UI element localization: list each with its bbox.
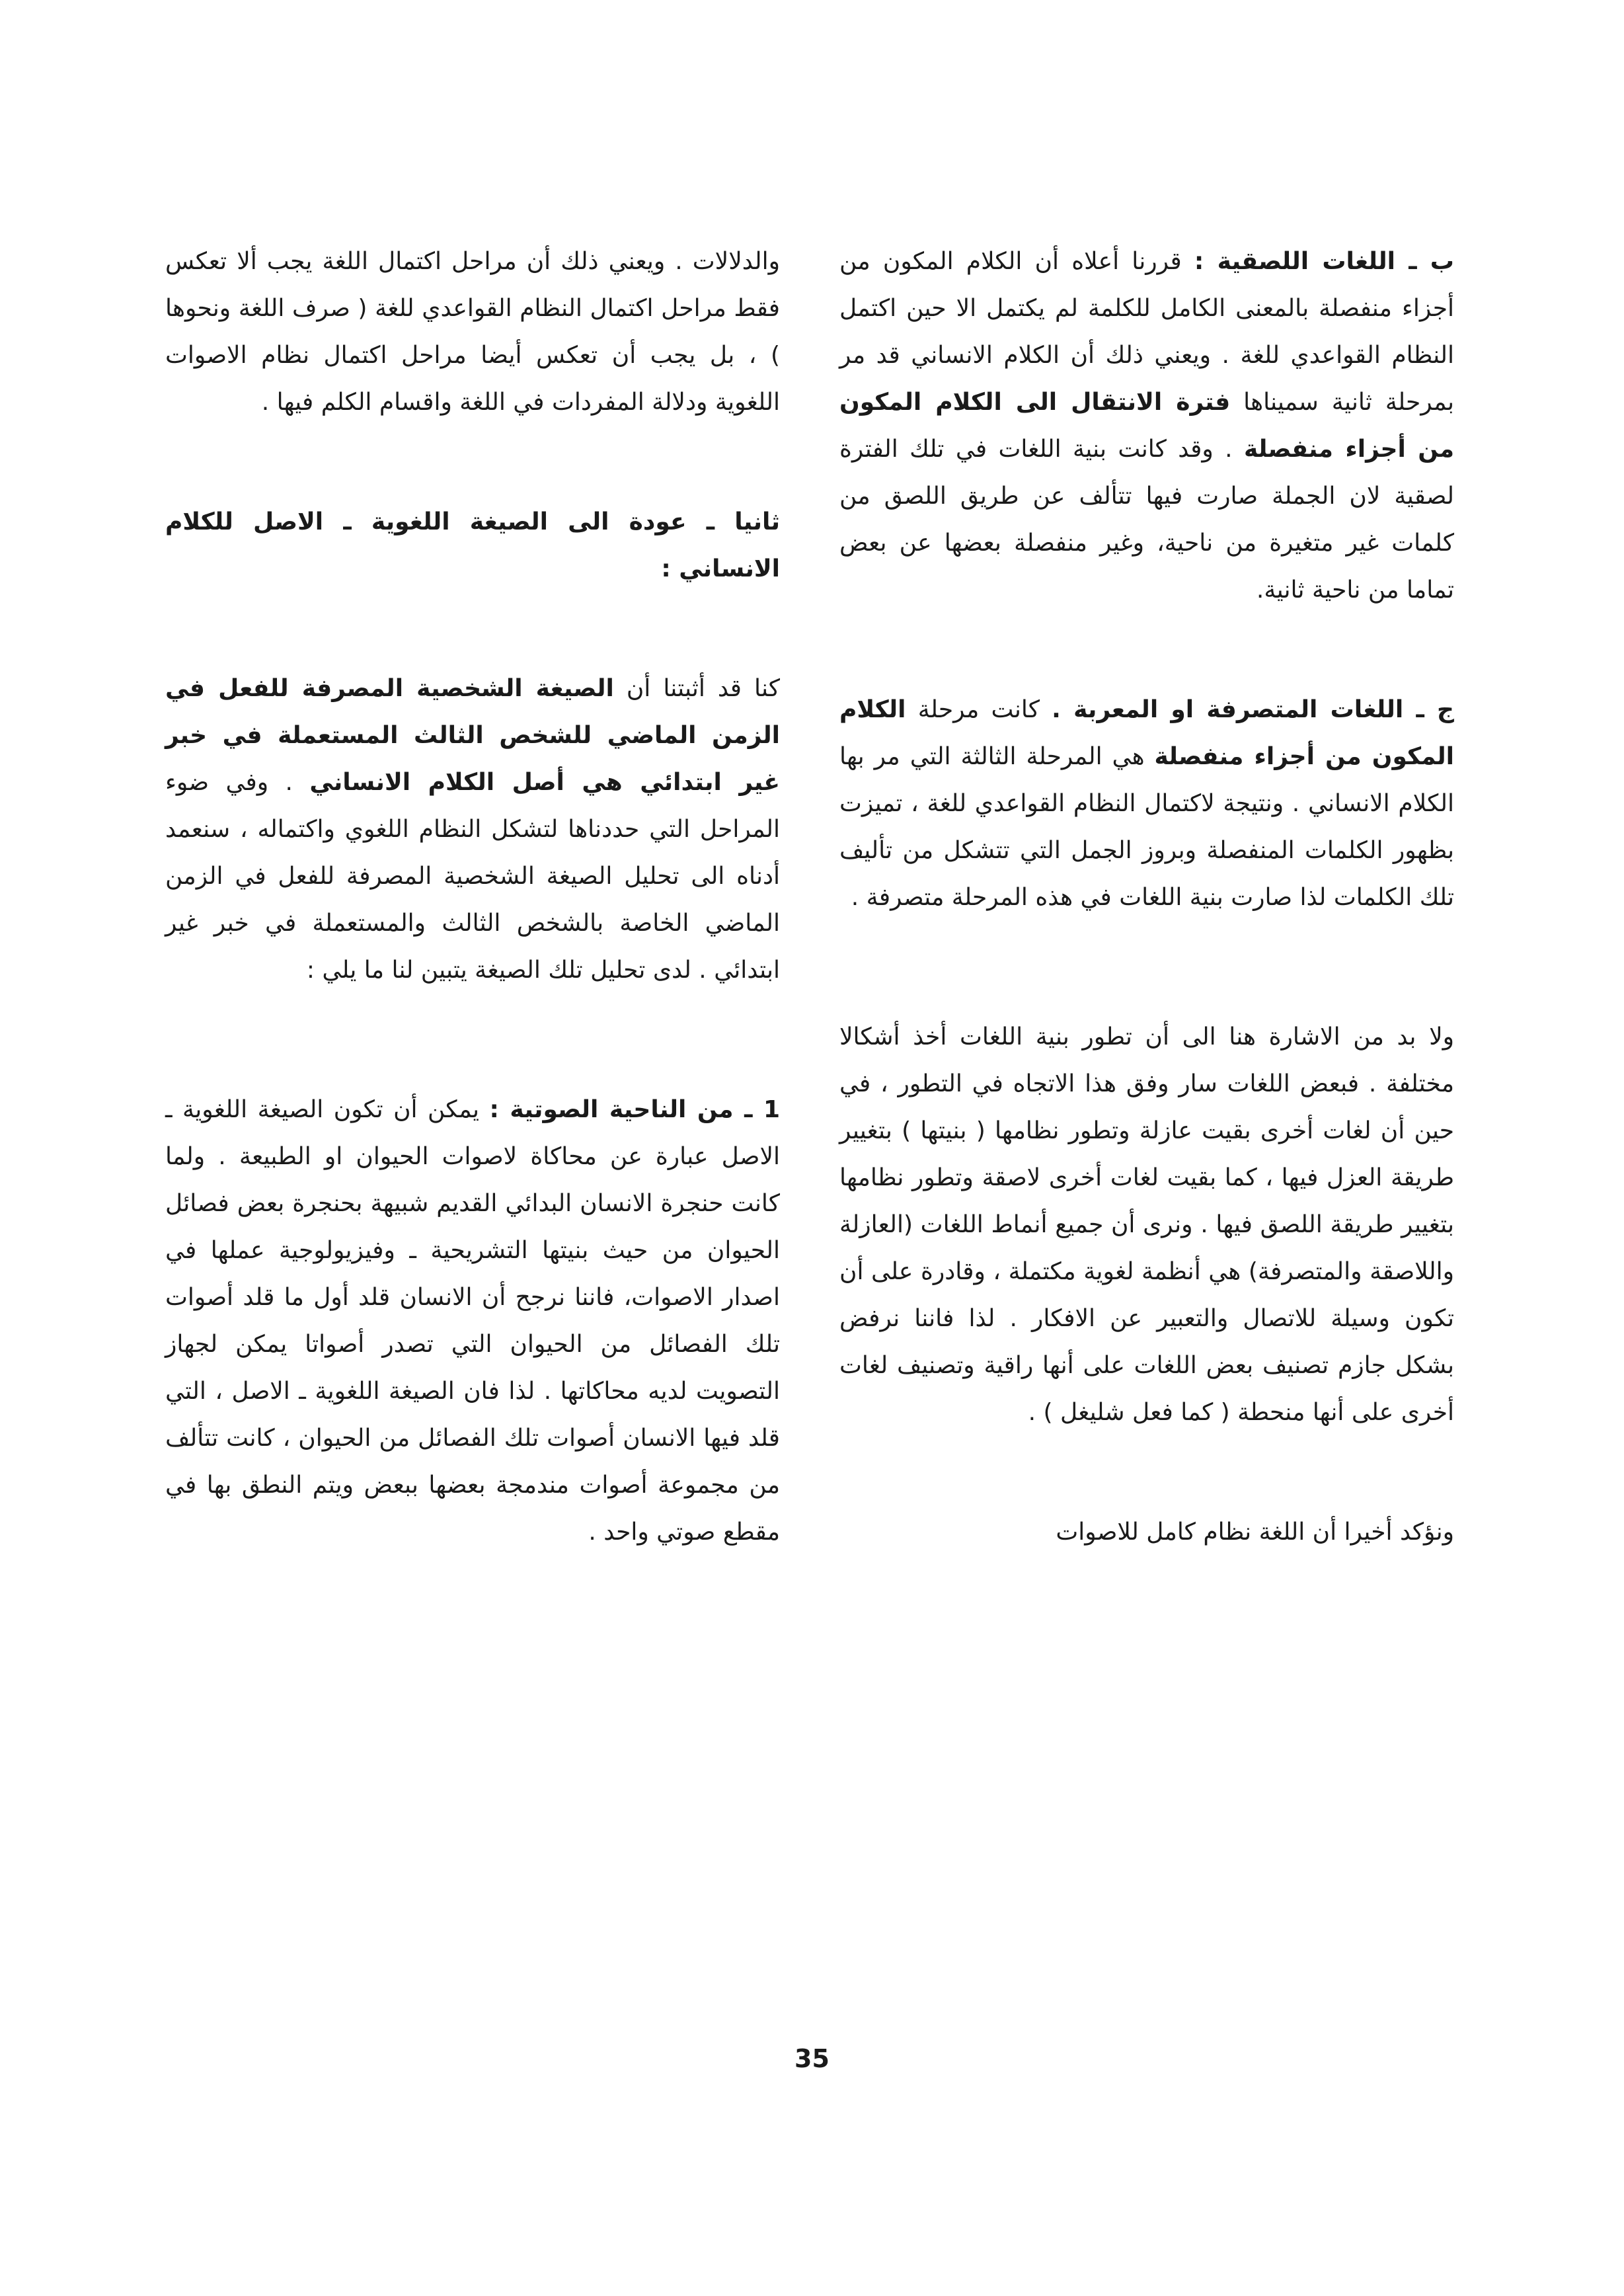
paragraph-language-types: ولا بد من الاشارة هنا الى أن تطور بنية اللغات أخذ أشكالا مختلفة . فبعض اللغات سار وفق هذا الاتجاه في التطور ، في حين أن لغات أخرى بقيت عازلة وتطور نظامها ( بنيتها ) بتغيير طريقة العزل فيها ، كما بقيت لغات أخرى لاصقة وتطور نظامها بتغيير طريقة اللصق فيها . ونرى أن جميع أنماط اللغات (العازلة واللاصقة والمتصرفة) هي أنظمة لغوية مكتملة ، وقادرة على أن تكون وسيلة للاتصال والتعبير عن الافكار . لذا فاننا نرفض بشكل جازم تصنيف بعض اللغات على أنها راقية وتصنيف لغات أخرى على أنها منحطة ( كما فعل شليغل ) . [839,1023,1454,1426]
paragraph-conclusion: ونؤكد أخيرا أن اللغة نظام كامل للاصوات [1056,1519,1454,1546]
paragraph-agglutinative-languages: ب ـ اللغات اللصقية : قررنا أعلاه أن الكلام المكون من أجزاء منفصلة بالمعنى الكامل للكلمة لم يكتمل الا حين اكتمل النظام القواعدي للغة . ويعني ذلك أن الكلام الانساني قد مر بمرحلة ثانية سميناها فترة الانتقال الى الكلام المكون من أجزاء منفصلة . وقد كانت بنية اللغات في تلك الفترة لصقية لان الجملة صارت فيها تتألف عن طريق اللصق من كلمات غير متغيرة من ناحية، وغير منفصلة بعضها عن بعض تماما من ناحية ثانية. [839,248,1454,604]
paragraph-linguistic-form: كنا قد أثبتنا أن الصيغة الشخصية المصرفة للفعل في الزمن الماضي للشخص الثالث المستعملة في خبر غير ابتدائي هي أصل الكلام الانساني . وفي ضوء المراحل التي حددناها لتشكل النظام اللغوي واكتماله ، سنعمد أدناه الى تحليل الصيغة الشخصية المصرفة للفعل في الزمن الماضي الخاصة بالشخص الثالث والمستعملة في خبر غير ابتدائي . لدى تحليل تلك الصيغة يتبين لنا ما يلي : [165,675,781,984]
emphasis-transition-period: فترة الانتقال الى الكلام المكون من أجزاء منفصلة [839,389,1454,463]
paragraph-inflected-languages: ج ـ اللغات المتصرفة او المعربة . كانت مرحلة الكلام المكون من أجزاء منفصلة هي المرحلة الثالثة التي مر بها الكلام الانساني . ونتيجة لاكتمال النظام القواعدي للغة ، تميزت بظهور الكلمات المنفصلة وبروز الجمل التي تتشكل من تأليف تلك الكلمات لذا صارت بنية اللغات في هذه المرحلة متصرفة . [839,696,1455,911]
page-number: 35 [794,2044,830,2073]
right-column [839,238,1454,1556]
subheading-agglutinative: ب ـ اللغات اللصقية : [1194,248,1454,275]
emphasis-separate-parts: الكلام المكون من أجزاء منفصلة [839,696,1455,770]
emphasis-verb-form: الصيغة الشخصية المصرفة للفعل في الزمن الماضي للشخص الثالث المستعملة في خبر غير ابتدائي هي أصل الكلام الانساني [165,675,781,796]
paragraph-continuation: والدلالات . ويعني ذلك أن مراحل اكتمال اللغة يجب ألا تعكس فقط مراحل اكتمال النظام القواعدي للغة ( صرف اللغة ونحوها ) ، بل يجب أن تعكس أيضا مراحل اكتمال نظام الاصوات اللغوية ودلالة المفردات في اللغة واقسام الكلم فيها . [165,248,780,416]
subheading-phonetic: 1 ـ من الناحية الصوتية : [489,1096,780,1123]
section-heading: ثانيا ـ عودة الى الصيغة اللغوية ـ الاصل للكلام الانساني : [165,508,780,582]
subheading-inflected: ج ـ اللغات المتصرفة او المعربة . [1052,696,1454,723]
paragraph-phonetic-aspect: 1 ـ من الناحية الصوتية : يمكن أن تكون الصيغة اللغوية ـ الاصل عبارة عن محاكاة لاصوات الحيوان او الطبيعة . ولما كانت حنجرة الانسان البدائي القديم شبيهة بحنجرة بعض فصائل الحيوان من حيث بنيتها التشريحية ـ وفيزيولوجية عملها في اصدار الاصوات، فاننا نرجح أن الانسان قلد أول ما قلد أصوات تلك الفصائل من الحيوان التي تصدر أصواتا يمكن لجهاز التصويت لديه محاكاتها . لذا فان الصيغة اللغوية ـ الاصل ، التي قلد فيها الانسان أصوات تلك الفصائل من الحيوان ، كانت تتألف من مجموعة أصوات مندمجة بعضها ببعض ويتم النطق بها في مقطع صوتي واحد . [165,1096,780,1546]
left-column [165,238,780,1556]
